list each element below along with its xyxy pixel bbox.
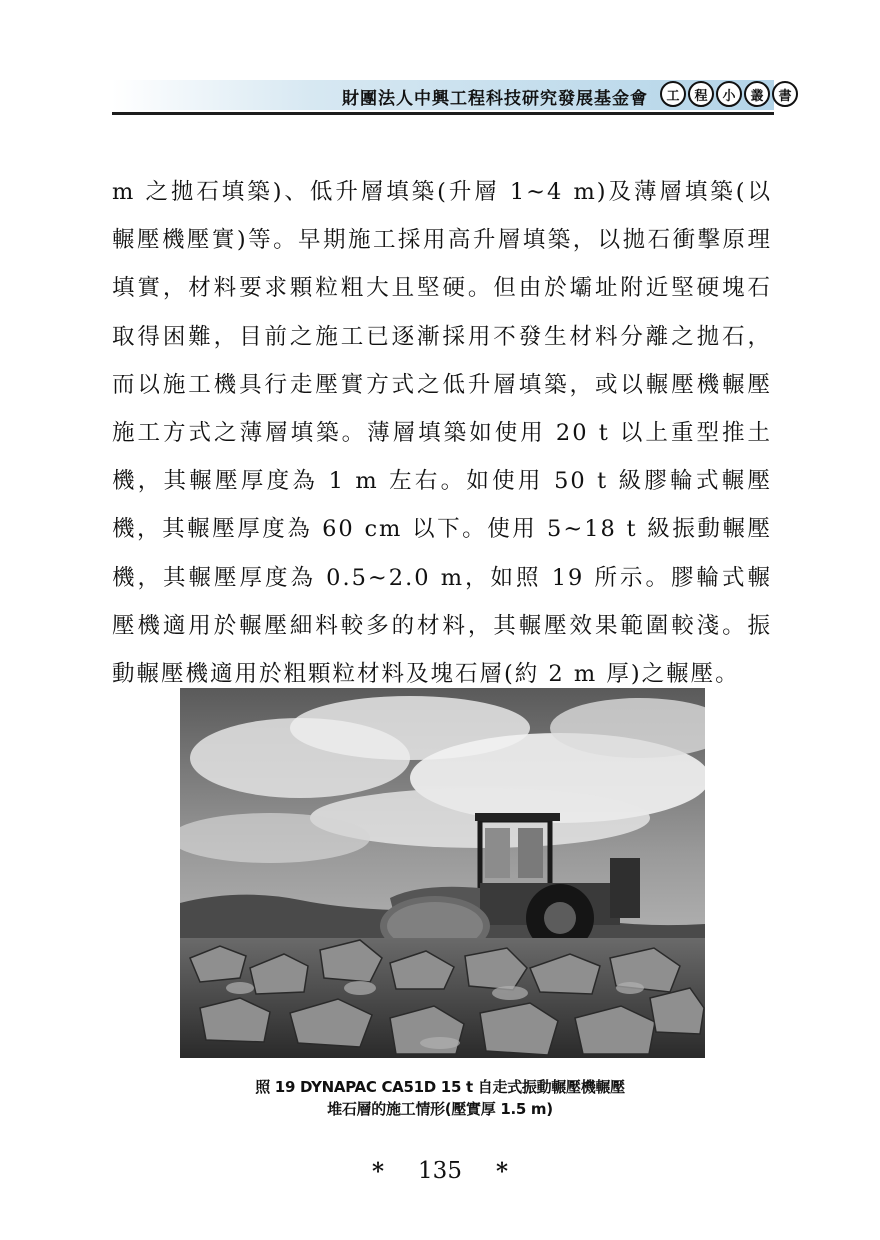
series-badge: 書 bbox=[772, 81, 798, 107]
page-number: 135 bbox=[418, 1158, 462, 1184]
figure-caption bbox=[0, 1076, 880, 1120]
series-badges bbox=[660, 80, 798, 108]
series-badge: 叢 bbox=[744, 81, 770, 107]
foundation-name: 財團法人中興工程科技研究發展基金會 bbox=[342, 89, 648, 109]
caption-line-1: 照 19 DYNAPAC CA51D 15 t 自走式振動輾壓機輾壓 bbox=[255, 1078, 625, 1096]
body-paragraph: m 之拋石填築)、低升層填築(升層 1~4 m)及薄層填築(以輾壓機壓實)等。早期施工採用高升層填築，以拋石衝擊原理填實，材料要求顆粒粗大且堅硬。但由於壩址附近堅硬塊石取得困難，目前之施工已逐漸採用不發生材料分離之拋石，而以施工機具行走壓實方式之低升層填築，或以輾壓機輾壓施工方式之薄層填築。薄層填築如使用 20 t 以上重型推土機，其輾壓厚度為 1 m 左右。如使用 50 t 級膠輪式輾壓機，其輾壓厚度為 60 cm 以下。使用 5~18 t 級振動輾壓機，其輾壓厚度為 0.5~2.0 m，如照 19 所示。膠輪式輾壓機適用於輾壓細料較多的材料，其輾壓效果範圍較淺。振動輾壓機適用於粗顆粒材料及塊石層(約 2 m 厚)之輾壓。 bbox=[112, 179, 772, 688]
roller-photo bbox=[180, 688, 705, 1058]
footer-star-right: * bbox=[495, 1158, 508, 1185]
header-rule bbox=[112, 112, 774, 115]
series-badge: 程 bbox=[688, 81, 714, 107]
page-footer bbox=[0, 1158, 880, 1185]
series-badge: 小 bbox=[716, 81, 742, 107]
series-badge: 工 bbox=[660, 81, 686, 107]
caption-line-2: 堆石層的施工情形(壓實厚 1.5 m) bbox=[327, 1100, 553, 1118]
body-text bbox=[112, 168, 772, 698]
footer-star-left: * bbox=[372, 1158, 385, 1185]
